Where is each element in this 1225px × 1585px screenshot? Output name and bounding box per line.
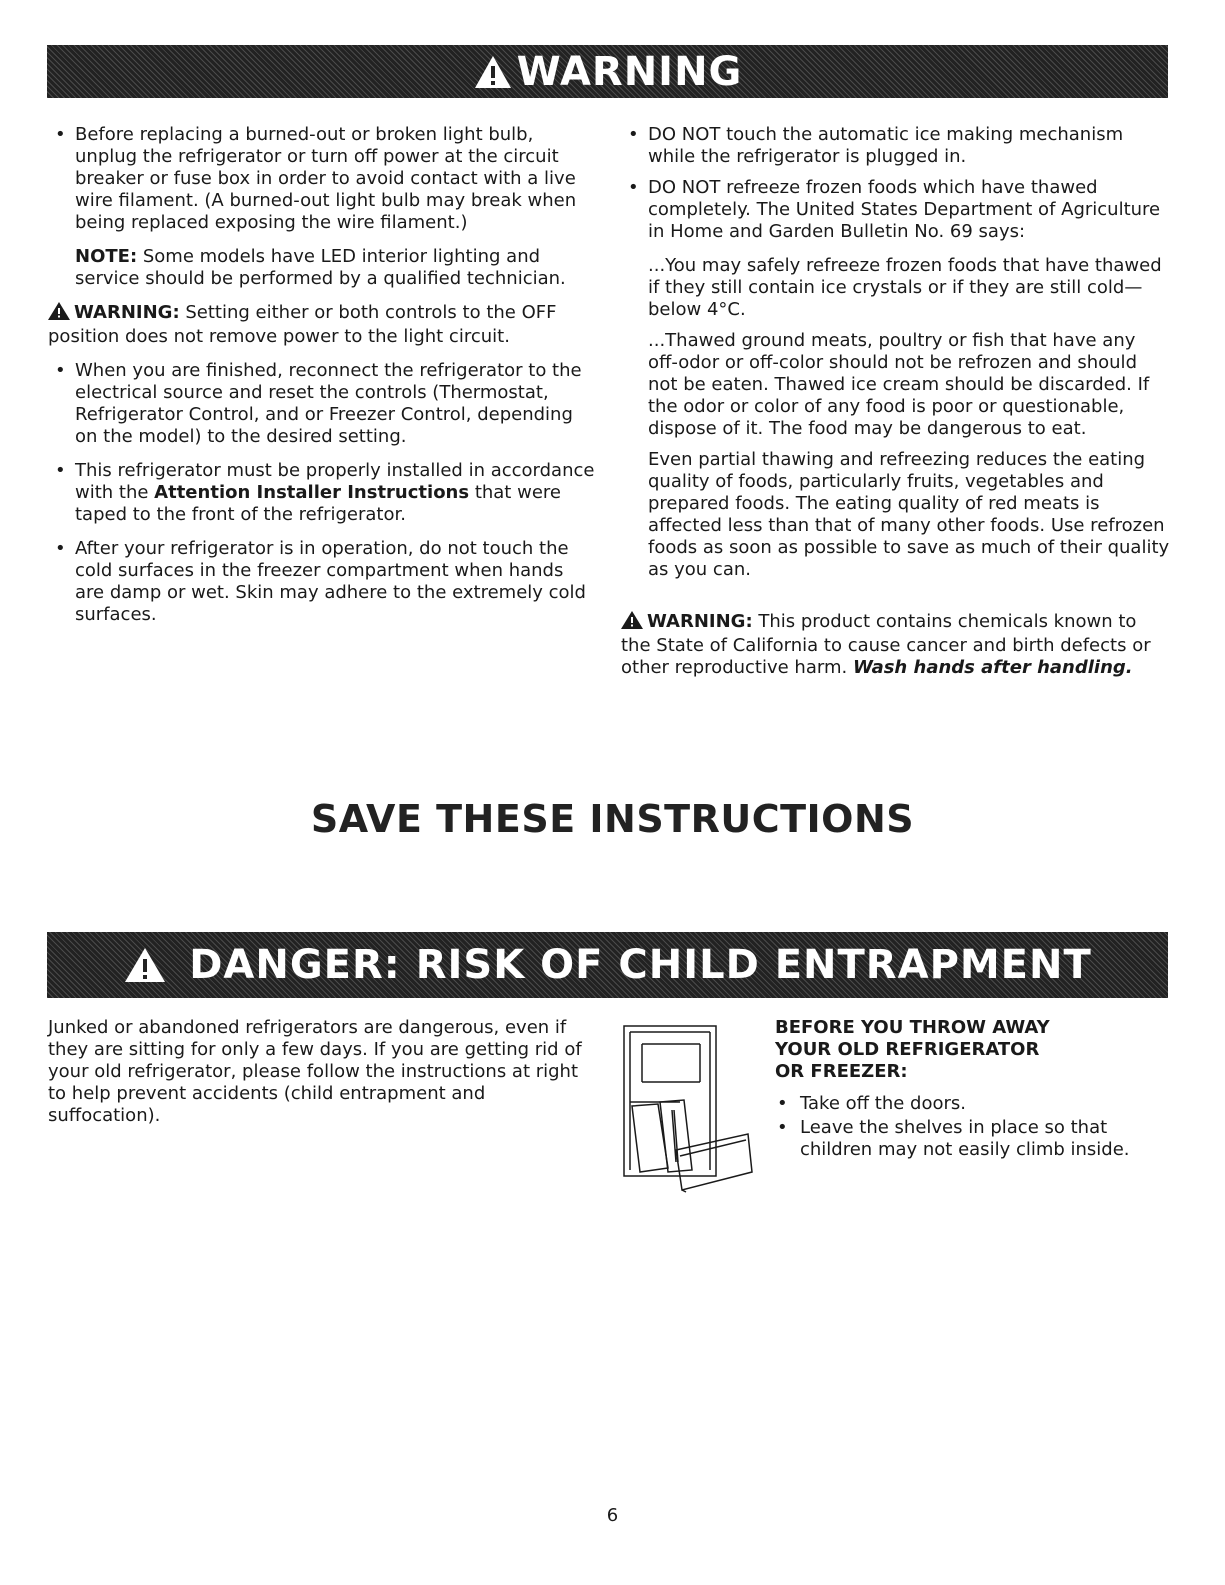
- list-item: • When you are finished, reconnect the refrigerator to the electrical source and reset the controls (Thermostat, Refrigerator Control, and or Freezer Control, depending on the model) to the desired setting.: [55, 360, 582, 447]
- list-item: • After your refrigerator is in operation, do not touch the cold surfaces in the freezer compartment when hands are damp or wet. Skin may adhere to the extremely cold surfaces.: [55, 538, 586, 625]
- danger-banner: [47, 932, 1168, 998]
- list-item: • This refrigerator must be properly installed in accordance with the Attention Installer Instructions that were taped to the front of the refrigerator.: [55, 460, 595, 525]
- warning-triangle-icon: [48, 302, 70, 326]
- danger-intro: Junked or abandoned refrigerators are dangerous, even if they are sitting for only a few days. If you are getting rid of your old refrigerator, please follow the instructions at right to help prevent accidents (child entrapment and suffocation).: [48, 1017, 582, 1126]
- disposal-instructions: [775, 1017, 1175, 1163]
- note-paragraph: NOTE: Some models have LED interior lighting and service should be performed by a qualified technician.: [75, 246, 566, 289]
- list-item: • DO NOT touch the automatic ice making mechanism while the refrigerator is plugged in.: [628, 124, 1124, 167]
- list-item: • DO NOT refreeze frozen foods which have thawed completely. The United States Department of Agriculture in Home and Garden Bulletin No. 69 says:: [628, 177, 1161, 242]
- refrigerator-illustration: [620, 1022, 754, 1194]
- left-column: [48, 124, 596, 638]
- list-item: • Leave the shelves in place so that children may not easily climb inside.: [777, 1117, 1130, 1160]
- prop65-warning: WARNING: This product contains chemicals known to the State of California to cause cancer and birth defects or other reproductive harm. Wash hands after handling.: [621, 611, 1151, 678]
- warning-paragraph: WARNING: Setting either or both controls to the OFF position does not remove power to the light circuit.: [48, 302, 557, 347]
- warning-triangle-icon: [473, 54, 513, 90]
- list-item: • Before replacing a burned-out or broken light bulb, unplug the refrigerator or turn off power at the circuit breaker or fuse box in order to avoid contact with a live wire filament. (A burned-out light bulb may break when being replaced exposing the wire filament.): [55, 124, 577, 233]
- right-column: [621, 124, 1171, 679]
- disposal-heading: BEFORE YOU THROW AWAY YOUR OLD REFRIGERATOR OR FREEZER:: [775, 1017, 1050, 1082]
- warning-triangle-icon: [621, 611, 643, 635]
- save-instructions-title: SAVE THESE INSTRUCTIONS: [310, 797, 915, 841]
- list-item: • Take off the doors.: [777, 1093, 966, 1114]
- warning-banner-title: WARNING: [516, 48, 743, 95]
- quote-paragraph: ...You may safely refreeze frozen foods that have thawed if they still contain ice crystals or if they are still cold—below 4°C.: [648, 255, 1162, 320]
- warning-banner: [47, 45, 1168, 98]
- page-number: 6: [606, 1505, 619, 1526]
- quote-paragraph: ...Thawed ground meats, poultry or fish that have any off-odor or off-color should not be refrozen and should not be eaten. Thawed ice cream should be discarded. If the odor or color of any food is poor or questionable, dispose of it. The food may be dangerous to eat.: [648, 330, 1150, 439]
- warning-triangle-icon: [123, 946, 167, 984]
- quote-paragraph: Even partial thawing and refreezing reduces the eating quality of foods, particularly fruits, vegetables and prepared foods. The eating quality of red meats is affected less than that of many other foods. Use refrozen foods as soon as possible to save as much of their quality as you can.: [648, 449, 1170, 580]
- danger-banner-title: DANGER: RISK OF CHILD ENTRAPMENT: [189, 942, 1092, 988]
